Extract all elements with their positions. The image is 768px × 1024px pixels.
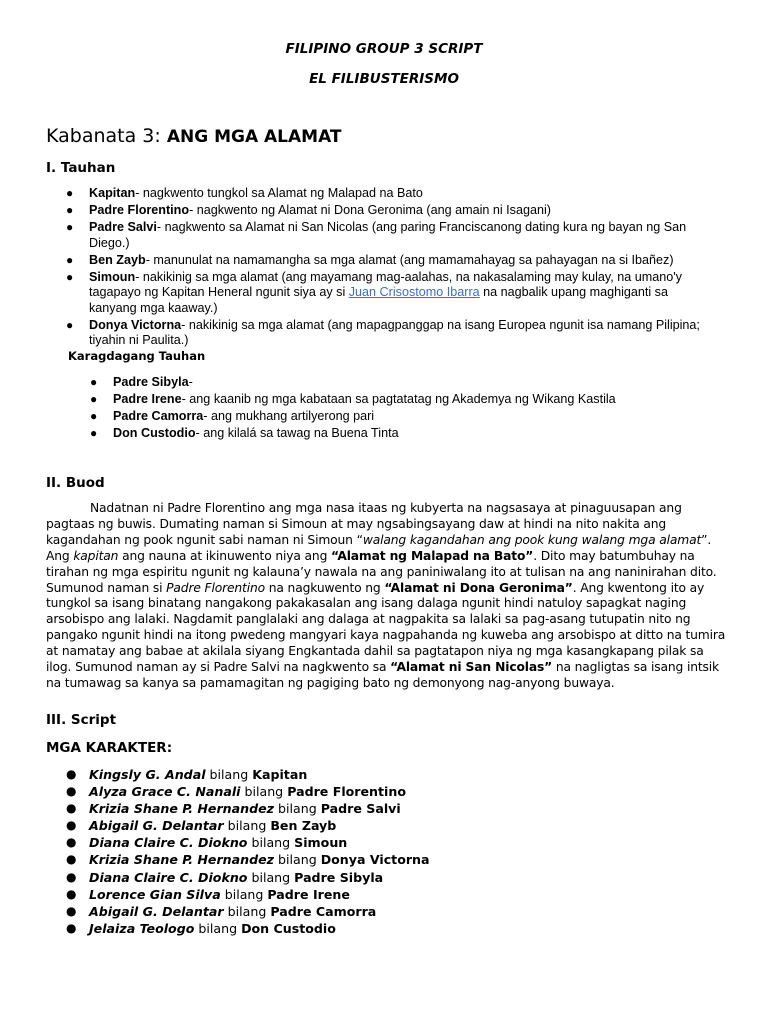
list-item: ● Simoun- nakikinig sa mga alamat (ang mayamang mag-aalahas, na nakasalaming may kulay, na umano'y tagapayo ng Kapitan Heneral ngunit siya ay si Juan Crisostomo Ibarra na nagbalik upang maghiganti sa kanyang mga kaaway.) <box>66 269 682 315</box>
cast-list <box>66 767 666 938</box>
bullet-icon: ● <box>66 784 77 799</box>
bullet-icon: ● <box>66 801 77 816</box>
additional-characters-heading: Karagdagang Tauhan <box>68 349 206 363</box>
list-item: ● Padre Salvi- nagkwento sa Alamat ni San Nicolas (ang paring Franciscanong dating kura ng bayan ng San Diego.) <box>66 220 687 250</box>
list-item: ● Padre Irene- ang kaanib ng mga kabataan sa pagtatatag ng Akademya ng Wikang Kastila <box>90 392 616 407</box>
bullet-icon: ● <box>66 869 77 884</box>
document-subtitle: EL FILIBUSTERISMO <box>309 71 459 87</box>
bullet-icon: ● <box>66 220 74 235</box>
bullet-icon: ● <box>66 818 77 833</box>
bullet-icon: ● <box>66 886 77 901</box>
list-item: ● Abigail G. Delantar bilang Ben Zayb <box>66 818 337 834</box>
bullet-icon: ● <box>66 317 74 332</box>
bullet-icon: ● <box>90 375 98 389</box>
bullet-icon: ● <box>66 252 74 267</box>
additional-list <box>90 375 720 443</box>
list-item: ● Diana Claire C. Diokno bilang Simoun <box>66 835 348 851</box>
summary-paragraph: Nadatnan ni Padre Florentino ang mga nasa itaas ng kubyerta na nagsasaya at pinaguusapan ang pagtaas ng buwis. Dumating naman si Simoun at may ngsabingsayang daw at hindi na nito nakita ang kagandahan ng pook ngunit sabi naman ni Simoun “walang kagandahan ang pook kung walang mga alamat”. Ang kapitan ang nauna at ikinuwento niya ang “Alamat ng Malapad na Bato”. Dito may batumbuhay na tirahan ng mga espiritu ngunit ng kalauna’y nawala na ang paniniwalang ito at tulisan na ang naninirahan dito. Sumunod naman si Padre Florentino na nagkuwento ng “Alamat ni Dona Geronima”. Ang kwentong ito ay tungkol sa isang binatang nangakong pakakasalan ang isang dalaga ngunit hindi natuloy sapagkat naging arsobispo ang lalaki. Nagdamit panglalaki ang dalaga at nagpakita sa lalaki sa pag-asang tutupatin nito ng pangako ngunit hindi na itong pwedeng mangyari kaya nagpahanda ng kuweba ang arsobispo at ditto na tumira at namatay ang babae at akilala siyang Engkantada dahil sa pagtatapon niya ng mga kasangkapang pilak sa ilog. Sumunod naman ay si Padre Salvi na nagkwento sa “Alamat ni San Nicolas” na nagligtas sa isang intsik na tumawag sa kanya sa pamamagitan ng pagiging bato ng demonyong nag-anyong buwaya. <box>46 501 726 690</box>
ibarra-link[interactable]: Juan Crisostomo Ibarra <box>348 285 480 300</box>
list-item: ● Kingsly G. Andal bilang Kapitan <box>66 767 308 782</box>
chapter-title: ANG MGA ALAMAT <box>166 127 342 147</box>
list-item: ● Padre Camorra- ang mukhang artilyerong pari <box>90 409 375 424</box>
chapter-heading <box>46 125 342 147</box>
bullet-icon: ● <box>66 269 74 284</box>
list-item: ● Alyza Grace C. Nanali bilang Padre Florentino <box>66 784 406 800</box>
bullet-icon: ● <box>90 426 98 441</box>
chapter-prefix: Kabanata 3: <box>46 125 167 147</box>
bullet-icon: ● <box>66 203 74 218</box>
list-item: ● Krizia Shane P. Hernandez bilang Padre Salvi <box>66 801 401 817</box>
section-heading-tauhan: I. Tauhan <box>46 160 116 176</box>
bullet-icon: ● <box>90 392 98 407</box>
list-item: ● Abigail G. Delantar bilang Padre Camorra <box>66 903 377 919</box>
list-item: ● Ben Zayb- manunulat na namamangha sa mga alamat (ang mamamahayag sa pahayagan na si Ibañez) <box>66 252 674 267</box>
list-item: ● Diana Claire C. Diokno bilang Padre Sibyla <box>66 869 384 885</box>
bullet-icon: ● <box>90 409 98 424</box>
bullet-icon: ● <box>66 835 77 850</box>
document-title: FILIPINO GROUP 3 SCRIPT <box>285 41 483 57</box>
list-item: ● Krizia Shane P. Hernandez bilang Donya Victorna <box>66 852 430 868</box>
list-item: ● Kapitan- nagkwento tungkol sa Alamat ng Malapad na Bato <box>66 186 423 200</box>
list-item: ● Jelaiza Teologo bilang Don Custodio <box>66 920 336 936</box>
list-item: ● Don Custodio- ang kilalá sa tawag na Buena Tinta <box>90 426 399 441</box>
bullet-icon: ● <box>66 852 77 867</box>
bullet-icon: ● <box>66 920 77 935</box>
section-heading-script: III. Script <box>46 712 117 728</box>
list-item: ● Lorence Gian Silva bilang Padre Irene <box>66 886 350 902</box>
list-item: ● Padre Florentino- nagkwento ng Alamat ni Dona Geronima (ang amain ni Isagani) <box>66 203 551 218</box>
characters-heading: MGA KARAKTER: <box>46 740 173 756</box>
list-item: ● Padre Sibyla- <box>90 375 193 389</box>
bullet-icon: ● <box>66 186 74 200</box>
list-item: ● Donya Victorna- nakikinig sa mga alamat (ang mapagpanggap na isang Europea ngunit isa namang Pilipina; tiyahin ni Paulita.) <box>66 317 700 348</box>
bullet-icon: ● <box>66 767 77 781</box>
bullet-icon: ● <box>66 903 77 918</box>
tauhan-list <box>66 186 716 351</box>
section-heading-buod: II. Buod <box>46 475 105 491</box>
